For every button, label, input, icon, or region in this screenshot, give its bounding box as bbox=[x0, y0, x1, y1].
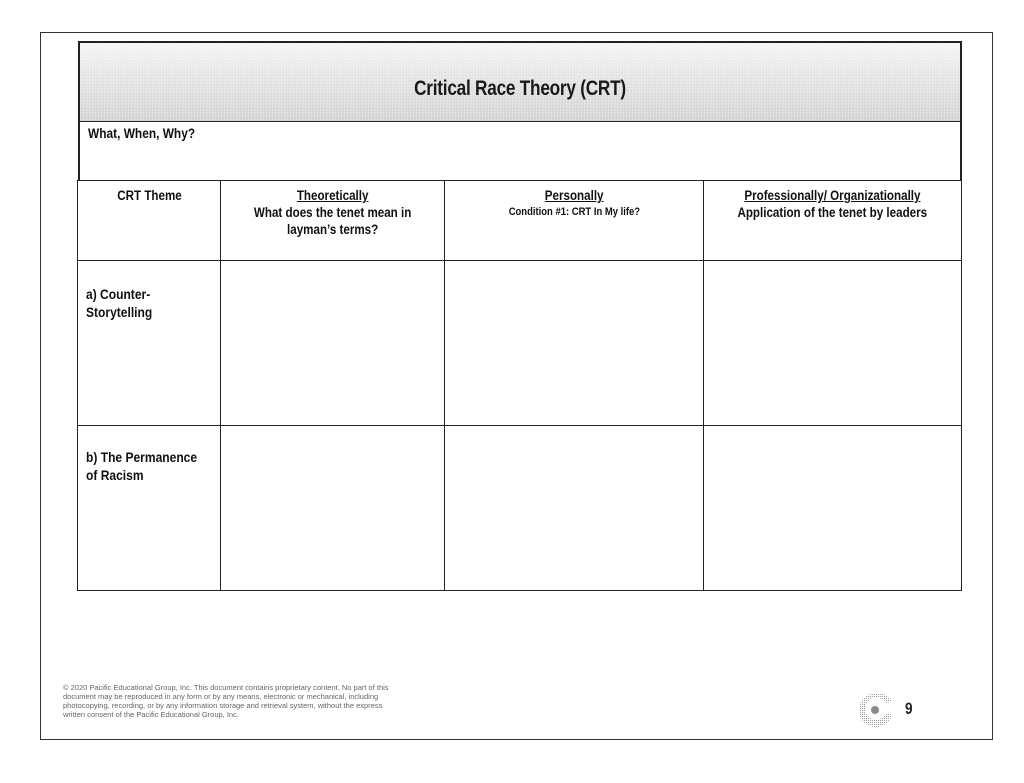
document-title: Critical Race Theory (CRT) bbox=[414, 77, 626, 100]
row-theme-label: a) Counter-Storytelling bbox=[86, 286, 153, 320]
professionally-response-cell[interactable] bbox=[703, 261, 961, 426]
row-theme-label: b) The Permanence of Racism bbox=[86, 449, 198, 483]
personally-response-cell[interactable] bbox=[445, 426, 703, 591]
theoretically-subtitle: What does the tenet mean in layman’s terms? bbox=[254, 205, 412, 237]
table-header-row bbox=[78, 181, 962, 261]
crt-theme-table bbox=[77, 180, 962, 591]
header-theoretically bbox=[221, 181, 445, 261]
pacific-educational-group-logo-icon bbox=[856, 690, 896, 730]
professionally-subtitle: Application of the tenet by leaders bbox=[737, 205, 928, 220]
header-personally bbox=[445, 181, 703, 261]
header-crt-theme bbox=[78, 181, 221, 261]
table-row bbox=[78, 261, 962, 426]
row-theme-cell bbox=[78, 261, 221, 426]
what-when-why-label: What, When, Why? bbox=[88, 125, 196, 141]
theoretically-response-cell[interactable] bbox=[221, 261, 445, 426]
personally-subtitle: Condition #1: CRT In My life? bbox=[508, 206, 640, 218]
table-row bbox=[78, 426, 962, 591]
crt-theme-label: CRT Theme bbox=[116, 188, 182, 203]
title-banner bbox=[78, 41, 962, 121]
page-number: 9 bbox=[904, 699, 913, 718]
personally-response-cell[interactable] bbox=[445, 261, 703, 426]
header-professionally bbox=[703, 181, 961, 261]
copyright-notice: © 2020 Pacific Educational Group, Inc. This document contains proprietary content. No part of this document may be reproduced in any form or by any means, electronic or mechanical, including photocopying, recording, or by any information storage and retrieval system, without the express written consent of the Pacific Educational Group, Inc. bbox=[63, 683, 389, 719]
professionally-title: Professionally/ Organizationally bbox=[744, 188, 921, 203]
personally-title: Personally bbox=[544, 188, 604, 203]
row-theme-cell bbox=[78, 426, 221, 591]
professionally-response-cell[interactable] bbox=[703, 426, 961, 591]
what-when-why-section bbox=[78, 121, 962, 181]
theoretically-response-cell[interactable] bbox=[221, 426, 445, 591]
theoretically-title: Theoretically bbox=[296, 188, 369, 203]
